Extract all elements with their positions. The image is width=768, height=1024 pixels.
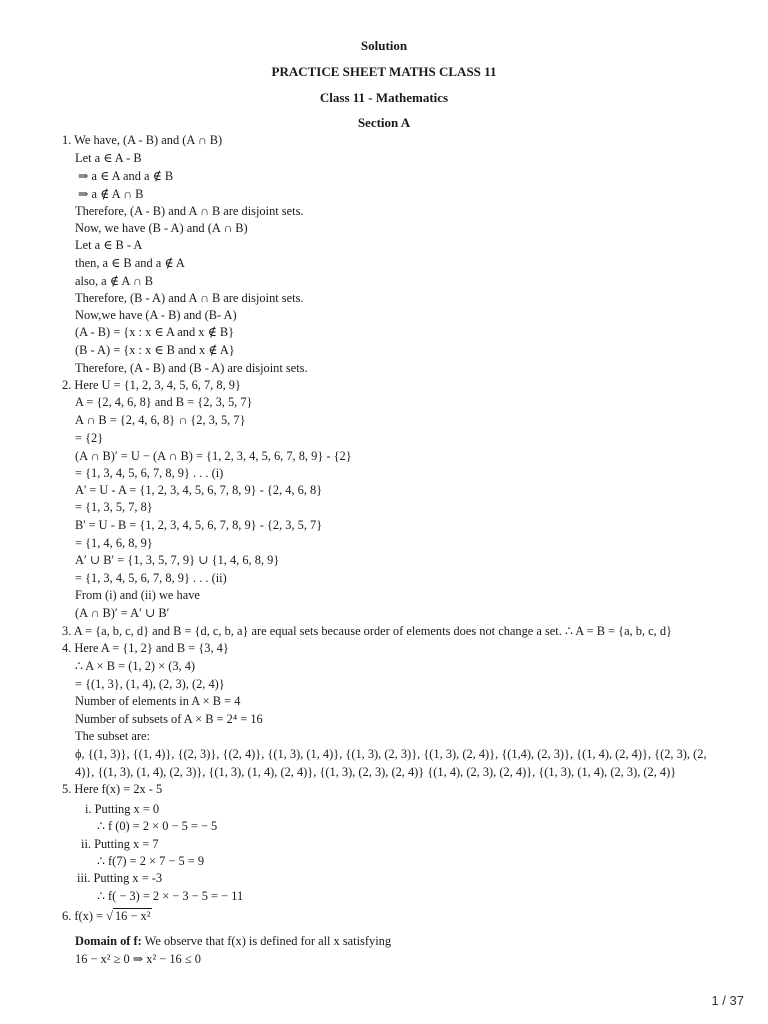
text-line: ∴ A × B = (1, 2) × (3, 4) bbox=[75, 659, 196, 673]
subject-heading: Class 11 - Mathematics bbox=[319, 90, 449, 105]
text-line: Now, we have (B - A) and (A ∩ B) bbox=[75, 221, 248, 235]
text-line: Therefore, (B - A) and A ∩ B are disjoint sets. bbox=[75, 291, 304, 305]
text-line: A = {2, 4, 6, 8} and B = {2, 3, 5, 7} bbox=[75, 395, 253, 409]
text-line: = {1, 4, 6, 8, 9} bbox=[75, 536, 153, 550]
q6-line: 6. f(x) = √ 16 − x² bbox=[62, 909, 151, 923]
text-line: = {1, 3, 4, 5, 6, 7, 8, 9} . . . (i) bbox=[75, 466, 224, 480]
text-line: (A ∩ B)′ = U − (A ∩ B) = {1, 2, 3, 4, 5, 6, 7, 8, 9} - {2} bbox=[75, 449, 352, 463]
text-line: Now,we have (A - B) and (B- A) bbox=[75, 308, 237, 322]
text-line: Therefore, (A - B) and (B - A) are disjoint sets. bbox=[75, 361, 308, 375]
section-heading: Section A bbox=[357, 115, 411, 130]
q6-lead: 6. f(x) = bbox=[62, 909, 107, 923]
text-line: 4. Here A = {1, 2} and B = {3, 4} bbox=[62, 641, 229, 655]
text-line: ⇒ a ∉ A ∩ B bbox=[78, 187, 144, 201]
text-line: Number of subsets of A × B = 2⁴ = 16 bbox=[75, 712, 263, 726]
domain-label: Domain of f: bbox=[75, 934, 142, 948]
text-line: Number of elements in A × B = 4 bbox=[75, 694, 241, 708]
text-line: 4)}, {(1, 3), (1, 4), (2, 3)}, {(1, 3), (1, 4), (2, 4)}, {(1, 3), (2, 3), (2, 4)} {(1, 4), (2, 3), (2, 4)}, {(1, 3), (1, 4), (2, 3), (2, 4)} bbox=[75, 765, 677, 779]
text-line: = {2} bbox=[75, 431, 104, 445]
text-line: then, a ∈ B and a ∉ A bbox=[75, 256, 185, 270]
text-line: = {1, 3, 5, 7, 8} bbox=[75, 500, 153, 514]
text-line: (B - A) = {x : x ∈ B and x ∉ A} bbox=[75, 343, 235, 357]
q6-radicand: 16 − x² bbox=[114, 909, 151, 923]
text-line: (A ∩ B)′ = A′ ∪ B′ bbox=[75, 606, 170, 620]
text-line: B' = U - B = {1, 2, 3, 4, 5, 6, 7, 8, 9} - {2, 3, 5, 7} bbox=[75, 518, 323, 532]
text-line: A' = U - A = {1, 2, 3, 4, 5, 6, 7, 8, 9} - {2, 4, 6, 8} bbox=[75, 483, 323, 497]
text-line: A ∩ B = {2, 4, 6, 8} ∩ {2, 3, 5, 7} bbox=[75, 413, 246, 427]
text-line: ∴ f( − 3) = 2 × − 3 − 5 = − 11 bbox=[97, 889, 244, 903]
text-line: = {(1, 3}, (1, 4), (2, 3), (2, 4)} bbox=[75, 677, 225, 691]
text-line: A′ ∪ B′ = {1, 3, 5, 7, 9} ∪ {1, 4, 6, 8, 9} bbox=[75, 553, 280, 567]
text-line: (A - B) = {x : x ∈ A and x ∉ B} bbox=[75, 325, 235, 339]
text-line: Let a ∈ A - B bbox=[75, 151, 142, 165]
text-line: Therefore, (A - B) and A ∩ B are disjoint sets. bbox=[75, 204, 304, 218]
text-line: i. Putting x = 0 bbox=[85, 802, 160, 816]
text-line: ∴ f (0) = 2 × 0 − 5 = − 5 bbox=[97, 819, 218, 833]
text-line: 2. Here U = {1, 2, 3, 4, 5, 6, 7, 8, 9} bbox=[62, 378, 241, 392]
text-line: ϕ, {(1, 3)}, {(1, 4)}, {(2, 3)}, {(2, 4)}, {(1, 3), (1, 4)}, {(1, 3), (2, 3)}, {(1, 3), (2, 4)}, {(1,4), (2, 3)}, {(1, 4), (2, 4)}, {(2, 3), (2, bbox=[75, 747, 707, 761]
text-line: 1. We have, (A - B) and (A ∩ B) bbox=[62, 133, 223, 147]
text-line: iii. Putting x = -3 bbox=[77, 871, 163, 885]
text-line: The subset are: bbox=[75, 729, 151, 743]
text-line: = {1, 3, 4, 5, 6, 7, 8, 9} . . . (ii) bbox=[75, 571, 227, 585]
text-line: ∴ f(7) = 2 × 7 − 5 = 9 bbox=[97, 854, 205, 868]
page-number: 1 / 37 bbox=[711, 993, 744, 1008]
text-line: ⇒ a ∈ A and a ∉ B bbox=[78, 169, 174, 183]
sheet-title: PRACTICE SHEET MATHS CLASS 11 bbox=[271, 64, 497, 79]
q6-inequality: 16 − x² ≥ 0 ⇒ x² − 16 ≤ 0 bbox=[75, 952, 201, 966]
solution-heading: Solution bbox=[360, 38, 408, 53]
q6-domain-line bbox=[75, 933, 391, 950]
text-line: Let a ∈ B - A bbox=[75, 238, 143, 252]
text-line: 5. Here f(x) = 2x - 5 bbox=[62, 782, 163, 796]
text-line: From (i) and (ii) we have bbox=[75, 588, 200, 602]
text-line: also, a ∉ A ∩ B bbox=[75, 274, 154, 288]
text-line: 3. A = {a, b, c, d} and B = {d, c, b, a} are equal sets because order of elements does not change a set. ∴ A = B = {a, b, c, d} bbox=[62, 624, 673, 638]
domain-text: We observe that f(x) is defined for all x satisfying bbox=[141, 934, 392, 948]
text-line: ii. Putting x = 7 bbox=[81, 837, 159, 851]
